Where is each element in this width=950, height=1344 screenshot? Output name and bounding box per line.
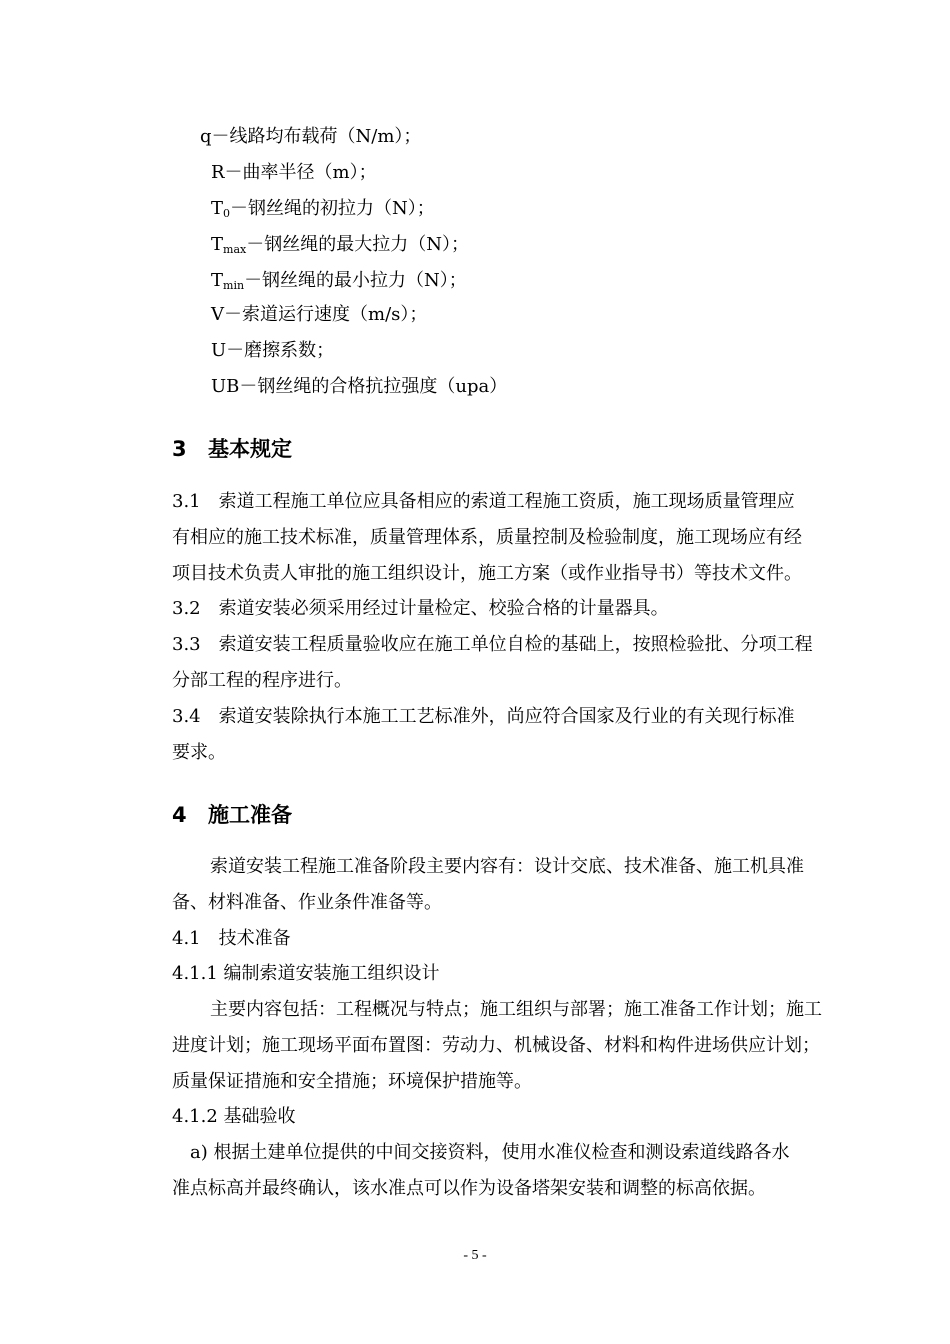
section-3-line: 要求。 bbox=[172, 742, 226, 763]
symbol-tmax: $T_{max}-$钢丝绳的最大拉力（N）； bbox=[211, 234, 469, 256]
symbol-q: q－线路均布载荷（N/m）； bbox=[200, 126, 422, 147]
section-4-line: 备、材料准备、作业条件准备等。 bbox=[172, 892, 442, 913]
symbol-t0: $T_0-$钢丝绳的初拉力（N）； bbox=[211, 198, 435, 220]
section-3-line: 分部工程的程序进行。 bbox=[172, 670, 352, 691]
symbol-ub: UB－钢丝绳的合格抗拉强度（upa） bbox=[211, 376, 508, 397]
section-3-line: 3.2 索道安装必须采用经过计量检定、校验合格的计量器具。 bbox=[172, 598, 669, 619]
section-4-heading: 4 施工准备 bbox=[172, 803, 292, 827]
section-3-heading: 3 基本规定 bbox=[172, 437, 292, 461]
subsection-heading: 4.1 技术准备 bbox=[172, 928, 291, 949]
subsection-heading: 4.1.1 编制索道安装施工组织设计 bbox=[172, 963, 440, 984]
section-4-line: 质量保证措施和安全措施；环境保护措施等。 bbox=[172, 1071, 532, 1092]
subsection-heading: 4.1.2 基础验收 bbox=[172, 1106, 296, 1127]
section-3-line: 3.4 索道安装除执行本施工工艺标准外，尚应符合国家及行业的有关现行标准 bbox=[172, 706, 795, 727]
symbol-v: V－索道运行速度（m/s）； bbox=[211, 304, 428, 325]
section-3-line: 有相应的施工技术标准，质量管理体系，质量控制及检验制度，施工现场应有经 bbox=[172, 527, 802, 548]
section-3-line: 3.1 索道工程施工单位应具备相应的索道工程施工资质，施工现场质量管理应 bbox=[172, 491, 795, 512]
section-4-line: 索道安装工程施工准备阶段主要内容有：设计交底、技术准备、施工机具准 bbox=[210, 856, 804, 877]
section-4-line: a) 根据土建单位提供的中间交接资料，使用水准仪检查和测设索道线路各水 bbox=[190, 1142, 790, 1163]
section-4-line: 主要内容包括：工程概况与特点；施工组织与部署；施工准备工作计划；施工 bbox=[210, 999, 822, 1020]
symbol-u: U－磨擦系数； bbox=[211, 340, 335, 361]
page-number: - 5 - bbox=[463, 1248, 487, 1263]
symbol-tmin: $T_{min}-$钢丝绳的最小拉力（N）； bbox=[211, 270, 467, 292]
section-4-line: 进度计划；施工现场平面布置图：劳动力、机械设备、材料和构件进场供应计划； bbox=[172, 1035, 820, 1056]
section-3-line: 3.3 索道安装工程质量验收应在施工单位自检的基础上，按照检验批、分项工程 bbox=[172, 634, 813, 655]
section-3-line: 项目技术负责人审批的施工组织设计，施工方案（或作业指导书）等技术文件。 bbox=[172, 563, 802, 584]
symbol-r: R－曲率半径（m）； bbox=[211, 162, 377, 183]
section-4-line: 准点标高并最终确认，该水准点可以作为设备塔架安装和调整的标高依据。 bbox=[172, 1178, 766, 1199]
